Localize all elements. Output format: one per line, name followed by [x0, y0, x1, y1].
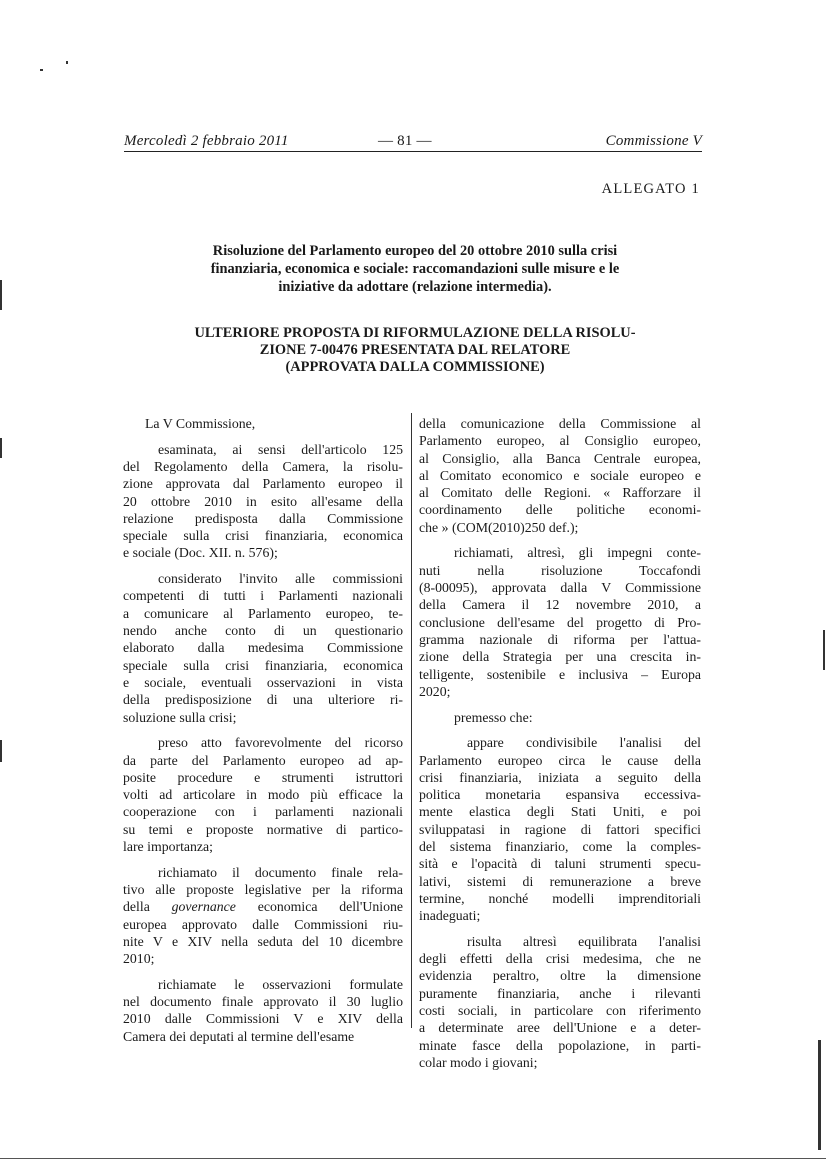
text-line: tivo alle proposte legislative per la riforma [123, 881, 403, 897]
left-column [123, 415, 403, 1053]
text-line: lare importanza; [123, 839, 214, 854]
text-line: a comunicare al Parlamento europeo, te- [123, 605, 403, 621]
text-line: cooperazione con i parlamenti nazionali [123, 804, 403, 820]
text-line: elaborato dalla medesima Commissione [123, 640, 403, 656]
text-line: richiamati, altresì, gli impegni conte- [454, 545, 701, 561]
text-line: della predisposizione di una ulteriore ri- [123, 692, 403, 708]
text-line: conclusione dell'esame del progetto di Pro- [419, 614, 701, 630]
paragraph [419, 415, 701, 536]
text-line: appare condivisibile l'analisi del [467, 735, 701, 751]
text-line: 2010 dalle Commissioni V e XIV della [123, 1011, 403, 1027]
text-line: del sistema finanziario, come la comples- [419, 839, 701, 854]
text-line: che » (COM(2010)250 def.); [419, 519, 579, 535]
text-line: risulta altresì equilibrata l'analisi [467, 933, 701, 949]
text-line: del Regolamento della Camera, la risolu- [123, 458, 403, 474]
text-line: nuti nella risoluzione Toccafondi [419, 562, 701, 578]
text-line: della comunicazione della Commissione al [419, 416, 701, 431]
text-line: volti ad articolare in modo più efficace la [123, 787, 403, 803]
text-line: Parlamento europeo, al Consiglio europeo, [419, 433, 701, 449]
text-line: nel documento finale approvato il 30 luglio [123, 994, 403, 1010]
column-divider [411, 413, 412, 1028]
subtitle-line: ZIONE 7-00476 PRESENTATA DAL RELATORE [259, 342, 571, 358]
text-line: termine, nonché modelli imprenditoriali [419, 890, 701, 906]
text-line: esaminata, ai sensi dell'articolo 125 [158, 441, 403, 457]
text-line: e sociale, eventuali osservazioni in vista [123, 674, 403, 690]
scan-edge-mark [0, 280, 2, 310]
right-column [419, 415, 701, 1080]
text-line: sviluppatasi in ragione di fattori specifici [419, 821, 701, 837]
text-line: La V Commissione, [145, 416, 256, 431]
text-line: Parlamento europeo circa le cause della [419, 752, 701, 768]
text-line: 20 ottobre 2010 in esito all'esame della [123, 493, 403, 509]
header-rule [124, 151, 702, 152]
text-line: richiamate le osservazioni formulate [158, 976, 403, 992]
text-line: speciale sulla crisi finanziaria, economica [123, 528, 403, 544]
text-line: della governance economica dell'Unione [123, 899, 403, 915]
text-line: relazione predisposta dalla Commissione [123, 510, 403, 526]
text-line: costi sociali, in particolare con riferimento [419, 1003, 701, 1019]
paragraph [123, 441, 403, 562]
text-line: minate fasce della popolazione, in parti- [419, 1037, 701, 1053]
text-line: inadeguati; [419, 908, 481, 924]
paragraph [123, 864, 403, 968]
text-line: preso atto favorevolmente del ricorso [158, 735, 403, 751]
text-line: speciale sulla crisi finanziaria, economica [123, 657, 403, 673]
attachment-label: ALLEGATO 1 [601, 181, 700, 197]
text-line: crisi finanziaria, iniziata a seguito della [419, 769, 701, 785]
text-line: 2020; [419, 683, 451, 699]
text-line: gramma nazionale di riforma per l'attua- [419, 631, 701, 647]
text-line: premesso che: [454, 709, 533, 725]
paragraph [123, 570, 403, 726]
text-line: a determinate aree dell'Unione e a deter- [419, 1020, 701, 1036]
text-line: degli effetti della crisi medesima, che ne [419, 951, 701, 967]
text-line: (8-00095), approvata dalla V Commissione [419, 580, 701, 596]
text-line: colar modo i giovani; [419, 1054, 538, 1070]
scan-speck [66, 61, 68, 64]
text-line: al Consiglio, alla Banca Centrale europea, [419, 450, 701, 466]
text-line: e sociale (Doc. XII. n. 576); [123, 545, 278, 561]
text-line: da parte del Parlamento europeo ad ap- [123, 752, 403, 768]
text-line: della Camera il 12 novembre 2010, a [419, 597, 701, 613]
scan-edge-mark [0, 438, 2, 458]
header-date: Mercoledì 2 febbraio 2011 [124, 133, 289, 149]
document-title [150, 242, 680, 296]
text-line: posite procedure e strumenti istruttori [123, 769, 403, 785]
scan-edge-mark [0, 740, 2, 762]
document-subtitle [150, 325, 680, 376]
subtitle-line: (APPROVATA DALLA COMMISSIONE) [285, 359, 545, 375]
paragraph [419, 734, 701, 924]
text-line: mente elastica degli Stati Uniti, e poi [419, 804, 701, 820]
text-line: politica monetaria espansiva eccessiva- [419, 787, 701, 803]
text-line: al Comitato economico e sociale europeo e [419, 467, 701, 483]
text-line: su temi e proposte normative di partico- [123, 821, 403, 837]
text-line: competenti di tutti i Parlamenti nazionali [123, 588, 403, 604]
text-line: nendo anche conto di un questionario [123, 623, 403, 639]
paragraph [419, 933, 701, 1071]
scan-edge-mark [818, 1040, 821, 1150]
text-line: sità e l'opacità di taluni strumenti specu- [419, 856, 701, 872]
text-line: lativi, sistemi di remunerazione a breve [419, 873, 701, 889]
subtitle-line: ULTERIORE PROPOSTA DI RIFORMULAZIONE DELLA RISOLU- [194, 325, 636, 341]
text-line: coordinamento delle politiche economi- [419, 502, 701, 518]
text-line: 2010; [123, 951, 155, 967]
paragraph [123, 976, 403, 1045]
scan-edge-mark [823, 630, 825, 670]
paragraph [419, 544, 701, 700]
text-line: nite V e XIV nella seduta del 10 dicembre [123, 933, 403, 949]
text-line: evidenzia peraltro, oltre la dimensione [419, 968, 701, 984]
page-number: — 81 — [378, 133, 432, 149]
text-line: richiamato il documento finale rela- [158, 864, 403, 880]
text-line: europea approvato dalle Commissioni riu- [123, 916, 403, 932]
scan-bottom-edge [0, 1158, 826, 1159]
text-line: al Comitato delle Regioni. « Rafforzare il [419, 485, 701, 501]
text-line: considerato l'invito alle commissioni [158, 571, 403, 587]
scan-speck [40, 69, 43, 71]
text-line: zione approvata dal Parlamento europeo il [123, 476, 403, 492]
title-line: Risoluzione del Parlamento europeo del 20 ottobre 2010 sulla crisi [212, 243, 618, 259]
title-line: finanziaria, economica e sociale: raccomandazioni sulle misure e le [210, 261, 620, 277]
text-line: zione della Strategia per una crescita in- [419, 649, 701, 665]
paragraph [123, 415, 403, 432]
text-line: puramente finanziaria, anche i rilevanti [419, 985, 701, 1001]
text-line: soluzione sulla crisi; [123, 709, 237, 725]
text-line: Camera dei deputati al termine dell'esame [123, 1028, 355, 1044]
header-commission: Commissione V [605, 133, 702, 149]
title-line: iniziative da adottare (relazione intermedia). [278, 279, 552, 295]
paragraph [123, 734, 403, 855]
paragraph [419, 709, 701, 726]
text-line: telligente, sostenibile e inclusiva – Europa [419, 666, 701, 682]
